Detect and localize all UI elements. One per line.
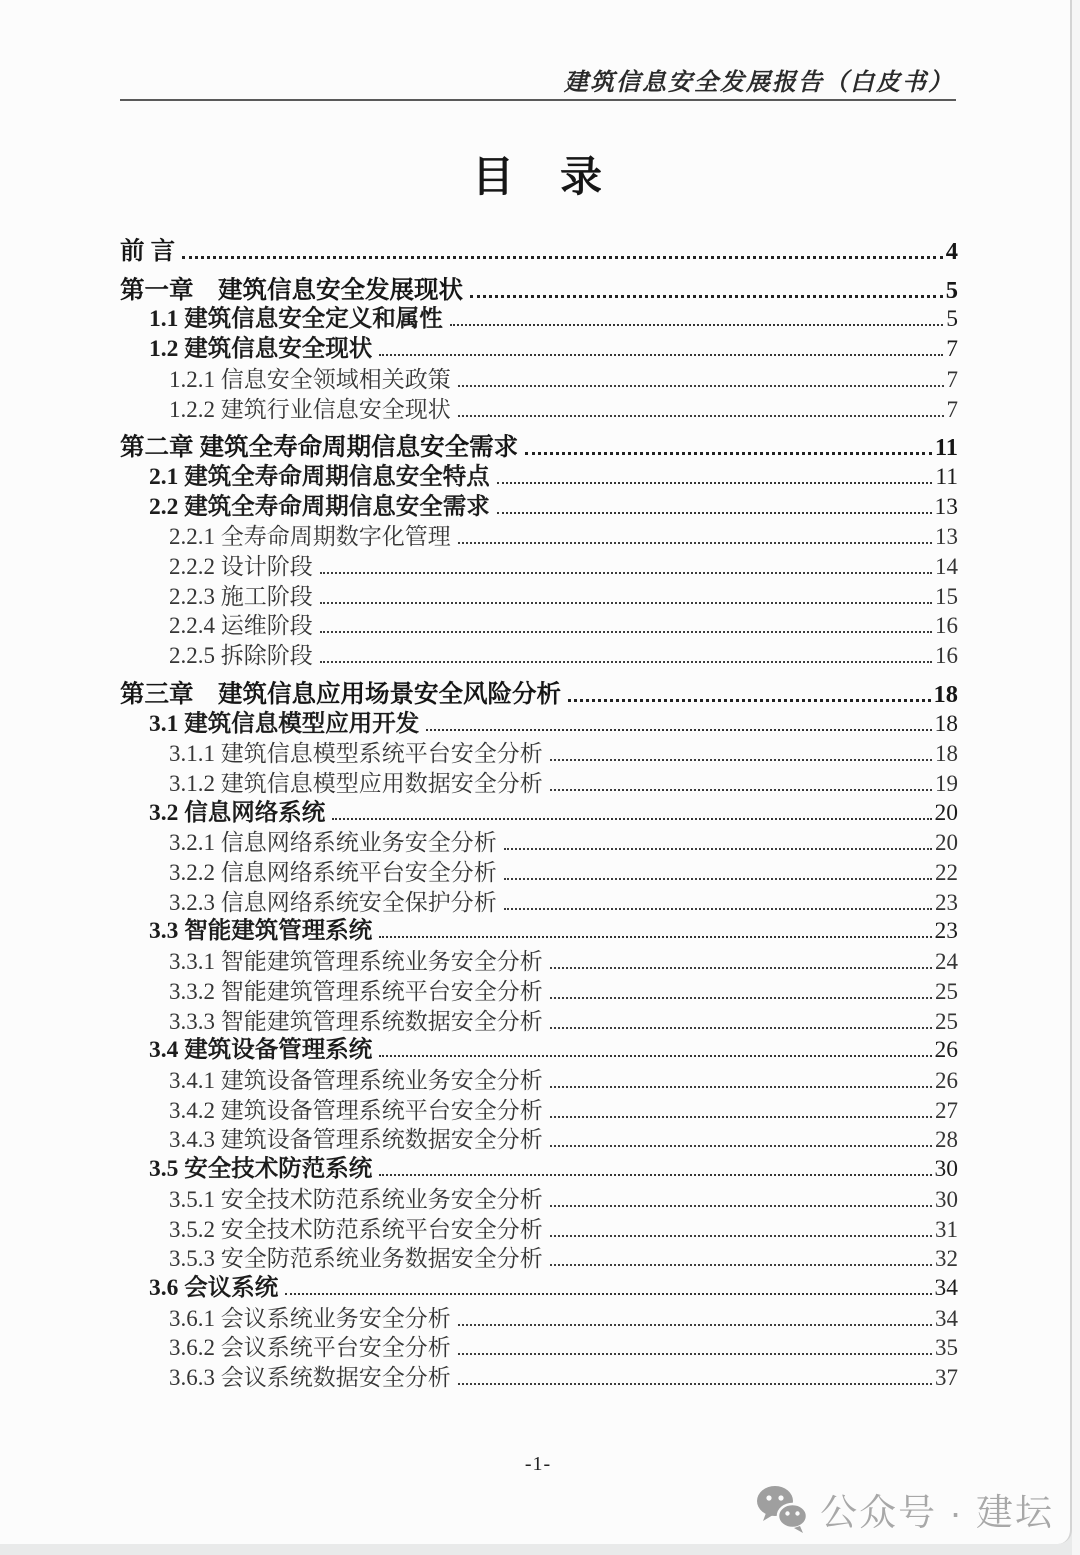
toc-dot-leader [497, 482, 933, 484]
toc-entry-label: 3.3.1 智能建筑管理系统业务安全分析 [169, 949, 543, 975]
toc-entry-label: 第一章 建筑信息安全发展现状 [120, 276, 463, 304]
toc-entry-page: 5 [945, 276, 958, 304]
toc-dot-leader [320, 602, 932, 604]
toc-entry-page: 28 [935, 1127, 958, 1153]
toc-entry [120, 1096, 958, 1126]
toc-entry [120, 947, 958, 977]
toc-dot-leader [525, 452, 932, 455]
page-edge [1072, 0, 1080, 1555]
toc-entry-page: 7 [946, 336, 958, 363]
toc-dot-leader [458, 1353, 932, 1355]
toc-dot-leader [182, 256, 943, 259]
toc-dot-leader [470, 295, 943, 298]
toc-dot-leader [550, 789, 932, 791]
toc-dot-leader [458, 415, 944, 417]
toc-entry-page: 25 [935, 978, 958, 1004]
toc-dot-leader [550, 1116, 932, 1118]
toc-entry [120, 888, 958, 918]
toc-entry-label: 前 言 [120, 238, 176, 265]
toc-dot-leader [550, 1086, 932, 1088]
toc-entry-label: 2.2.4 运维阶段 [169, 613, 313, 639]
toc-entry [120, 611, 958, 641]
toc-entry-label: 3.6.1 会议系统业务安全分析 [169, 1305, 451, 1331]
toc-entry [120, 1066, 958, 1096]
toc-entry [120, 1125, 958, 1155]
toc-dot-leader [285, 1293, 931, 1295]
toc-entry [120, 680, 958, 710]
toc-entry-page: 20 [934, 799, 958, 826]
toc-entry-label: 3.1.2 建筑信息模型应用数据安全分析 [169, 770, 543, 796]
toc-entry [120, 1333, 958, 1363]
toc-entry-label: 3.6.3 会议系统数据安全分析 [169, 1365, 451, 1391]
toc-entry-label: 3.4.2 建筑设备管理系统平台安全分析 [169, 1097, 543, 1123]
toc-entry [120, 463, 958, 493]
toc-entry [120, 1185, 958, 1215]
toc-dot-leader [568, 699, 931, 702]
toc-dot-leader [504, 848, 932, 850]
toc-entry-label: 2.2 建筑全寿命周期信息安全需求 [149, 493, 490, 520]
toc-entry-label: 3.3.2 智能建筑管理系统平台安全分析 [169, 978, 543, 1004]
toc-entry-label: 3.4 建筑设备管理系统 [149, 1037, 373, 1064]
toc-entry [120, 237, 958, 267]
toc-dot-leader [379, 1055, 931, 1057]
toc-entry-page: 32 [935, 1246, 958, 1272]
toc-entry-label: 3.3 智能建筑管理系统 [149, 918, 373, 945]
toc-entry-page: 7 [946, 366, 958, 392]
toc-entry [120, 1155, 958, 1185]
toc-entry-label: 3.2.2 信息网络系统平台安全分析 [169, 860, 497, 886]
page-number: -1- [524, 1453, 552, 1475]
toc-entry-label: 3.6.2 会议系统平台安全分析 [169, 1335, 451, 1361]
toc-entry-label: 1.2.1 信息安全领域相关政策 [169, 366, 451, 392]
toc-entry-page: 18 [934, 710, 958, 737]
toc-dot-leader [550, 1027, 932, 1029]
toc-entry [120, 582, 958, 612]
toc-dot-leader [458, 1383, 932, 1385]
toc-dot-leader [450, 324, 944, 326]
wechat-icon [756, 1484, 808, 1534]
toc-entry-label: 3.4.1 建筑设备管理系统业务安全分析 [169, 1067, 543, 1093]
toc-entry-label: 3.2 信息网络系统 [149, 799, 326, 826]
toc-dot-leader [332, 818, 931, 820]
toc-entry [120, 1036, 958, 1066]
toc-entry [120, 305, 958, 335]
toc-entry-page: 34 [934, 1274, 958, 1301]
toc-entry-page: 25 [935, 1008, 958, 1034]
toc-entry-label: 3.5.1 安全技术防范系统业务安全分析 [169, 1186, 543, 1212]
toc-title: 目 录 [471, 155, 604, 201]
toc-entry-page: 15 [935, 583, 958, 609]
toc-entry-page: 30 [934, 1156, 958, 1183]
toc-entry-label: 1.1 建筑信息安全定义和属性 [149, 306, 443, 333]
toc-entry-page: 13 [935, 524, 958, 550]
toc-entry-label: 3.5.2 安全技术防范系统平台安全分析 [169, 1216, 543, 1242]
toc-entry-page: 7 [946, 396, 958, 422]
toc-entry [120, 1363, 958, 1393]
toc-entry-page: 11 [935, 463, 958, 490]
toc-entry-page: 31 [935, 1216, 958, 1242]
watermark-text: 公众号 · 建坛 [820, 1492, 1054, 1533]
toc-entry [120, 1304, 958, 1334]
toc-entry [120, 335, 958, 365]
toc-entry-page: 22 [935, 860, 958, 886]
toc-dot-leader [550, 967, 932, 969]
toc-dot-leader [550, 1235, 932, 1237]
toc-entry-label: 3.3.3 智能建筑管理系统数据安全分析 [169, 1008, 543, 1034]
toc-entry [120, 276, 958, 306]
toc-dot-leader [379, 1174, 931, 1176]
toc-entry [120, 1244, 958, 1274]
toc-entry-label: 1.2.2 建筑行业信息安全现状 [169, 396, 451, 422]
toc-dot-leader [320, 631, 932, 633]
toc-entry-page: 16 [935, 613, 958, 639]
toc-entry [120, 1007, 958, 1037]
toc-entry [120, 739, 958, 769]
toc-entry-page: 26 [934, 1037, 958, 1064]
toc-entry-page: 34 [935, 1305, 958, 1331]
toc-entry-page: 35 [935, 1335, 958, 1361]
toc-entry-label: 3.6 会议系统 [149, 1274, 279, 1301]
toc-dot-leader [458, 542, 932, 544]
toc-entry-label: 2.2.3 施工阶段 [169, 583, 313, 609]
toc-entry-page: 5 [946, 306, 958, 333]
toc-entry [120, 395, 958, 425]
toc-entry-page: 18 [935, 741, 958, 767]
toc-dot-leader [504, 908, 932, 910]
toc-entry [120, 1274, 958, 1304]
toc-entry-label: 1.2 建筑信息安全现状 [149, 336, 373, 363]
toc-dot-leader [550, 759, 932, 761]
toc-entry [120, 917, 958, 947]
toc-entry-label: 3.2.1 信息网络系统业务安全分析 [169, 830, 497, 856]
toc-entry-label: 3.4.3 建筑设备管理系统数据安全分析 [169, 1127, 543, 1153]
toc-entry [120, 799, 958, 829]
toc-entry-label: 2.2.1 全寿命周期数字化管理 [169, 524, 451, 550]
toc-entry [120, 365, 958, 395]
toc-entry-label: 2.2.5 拆除阶段 [169, 643, 313, 669]
toc-dot-leader [379, 936, 931, 938]
toc-entry-page: 26 [935, 1067, 958, 1093]
toc-dot-leader [426, 729, 931, 731]
toc-list [120, 237, 958, 1393]
toc-entry [120, 858, 958, 888]
toc-entry-page: 19 [935, 770, 958, 796]
toc-entry [120, 710, 958, 740]
toc-dot-leader [497, 512, 932, 514]
toc-entry-label: 第三章 建筑信息应用场景安全风险分析 [120, 680, 561, 708]
toc-entry [120, 1215, 958, 1245]
toc-entry-label: 3.5.3 安全防范系统业务数据安全分析 [169, 1246, 543, 1272]
toc-entry-page: 20 [935, 830, 958, 856]
toc-dot-leader [504, 878, 932, 880]
toc-dot-leader [550, 997, 932, 999]
toc-entry-page: 16 [935, 643, 958, 669]
toc-entry [120, 552, 958, 582]
toc-dot-leader [320, 572, 932, 574]
toc-entry-page: 23 [934, 918, 958, 945]
toc-dot-leader [379, 354, 943, 356]
toc-dot-leader [550, 1264, 932, 1266]
toc-entry-page: 13 [934, 493, 958, 520]
toc-entry [120, 977, 958, 1007]
toc-entry-label: 3.2.3 信息网络系统安全保护分析 [169, 889, 497, 915]
watermark [756, 1482, 1054, 1536]
toc-entry-label: 3.1 建筑信息模型应用开发 [149, 710, 420, 737]
toc-dot-leader [320, 661, 932, 663]
toc-entry [120, 522, 958, 552]
toc-dot-leader [458, 1324, 932, 1326]
toc-entry-page: 18 [933, 680, 958, 708]
toc-entry-page: 23 [935, 889, 958, 915]
toc-dot-leader [550, 1205, 932, 1207]
toc-entry-label: 第二章 建筑全寿命周期信息安全需求 [120, 434, 519, 462]
toc-entry-page: 14 [935, 554, 958, 580]
toc-entry-page: 4 [945, 238, 958, 265]
toc-entry [120, 433, 958, 463]
toc-entry-label: 3.5 安全技术防范系统 [149, 1156, 373, 1183]
toc-entry-label: 3.1.1 建筑信息模型系统平台安全分析 [169, 741, 543, 767]
running-header: 建筑信息安全发展报告（白皮书） [564, 70, 954, 96]
toc-entry-label: 2.2.2 设计阶段 [169, 554, 313, 580]
toc-dot-leader [458, 385, 944, 387]
toc-entry-label: 2.1 建筑全寿命周期信息安全特点 [149, 463, 490, 490]
toc-dot-leader [550, 1145, 932, 1147]
toc-entry [120, 769, 958, 799]
toc-entry-page: 30 [935, 1186, 958, 1212]
toc-entry-page: 11 [934, 434, 958, 462]
header-rule [120, 99, 956, 101]
toc-entry [120, 641, 958, 671]
toc-entry-page: 24 [935, 949, 958, 975]
toc-entry-page: 37 [935, 1365, 958, 1391]
toc-entry [120, 493, 958, 523]
toc-entry [120, 828, 958, 858]
toc-entry-page: 27 [935, 1097, 958, 1123]
